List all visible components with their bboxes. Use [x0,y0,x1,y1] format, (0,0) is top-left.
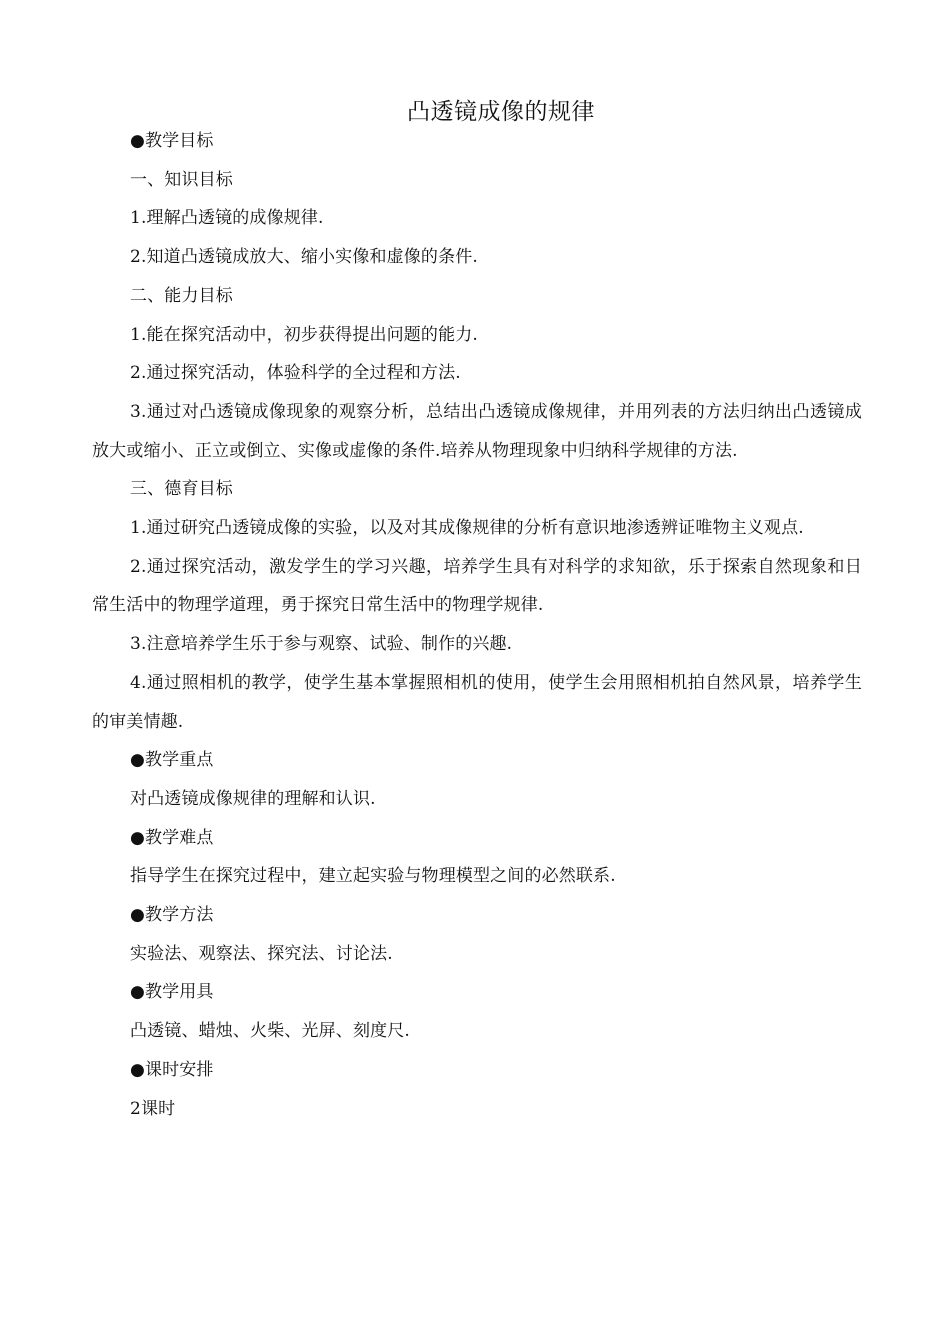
heading-class-schedule: ●课时安排 [130,1059,214,1080]
document-title: 凸透镜成像的规律 [407,99,595,125]
teaching-focus-text: 对凸透镜成像规律的理解和认识. [130,788,376,809]
moral-goal-3: 3.注意培养学生乐于参与观察、试验、制作的兴趣. [130,634,513,655]
ability-goal-3: 3.通过对凸透镜成像现象的观察分析，总结出凸透镜成像规律，并用列表的方法归纳出凸透镜成放大或缩小、正立或倒立、实像或虚像的条件.培养从物理现象中归纳科学规律的方法. [92,401,862,461]
heading-teaching-difficulty: ●教学难点 [130,827,214,848]
ability-goal-2: 2.通过探究活动，体验科学的全过程和方法. [130,363,461,384]
class-schedule-text: 2课时 [130,1098,176,1119]
ability-goal-1: 1.能在探究活动中，初步获得提出问题的能力. [130,324,478,345]
subheading-moral-goals: 三、德育目标 [130,479,233,500]
subheading-knowledge-goals: 一、知识目标 [130,169,233,190]
moral-goal-1: 1.通过研究凸透镜成像的实验，以及对其成像规律的分析有意识地渗透辨证唯物主义观点. [130,518,804,539]
moral-goal-2: 2.通过探究活动，激发学生的学习兴趣，培养学生具有对科学的求知欲，乐于探索自然现象和日常生活中的物理学道理，勇于探究日常生活中的物理学规律. [92,556,862,616]
teaching-methods-text: 实验法、观察法、探究法、讨论法. [130,943,393,964]
knowledge-goal-1: 1.理解凸透镜的成像规律. [130,208,324,229]
document-body [92,122,862,1128]
heading-teaching-tools: ●教学用具 [130,982,214,1003]
teaching-difficulty-text: 指导学生在探究过程中，建立起实验与物理模型之间的必然联系. [130,866,616,887]
heading-teaching-focus: ●教学重点 [130,750,214,771]
moral-goal-4: 4.通过照相机的教学，使学生基本掌握照相机的使用，使学生会用照相机拍自然风景，培养学生的审美情趣. [92,672,862,732]
teaching-tools-text: 凸透镜、蜡烛、火柴、光屏、刻度尺. [130,1021,410,1042]
heading-teaching-methods: ●教学方法 [130,905,214,926]
knowledge-goal-2: 2.知道凸透镜成放大、缩小实像和虚像的条件. [130,247,478,268]
subheading-ability-goals: 二、能力目标 [130,285,233,306]
heading-teaching-goals: ●教学目标 [130,131,214,151]
